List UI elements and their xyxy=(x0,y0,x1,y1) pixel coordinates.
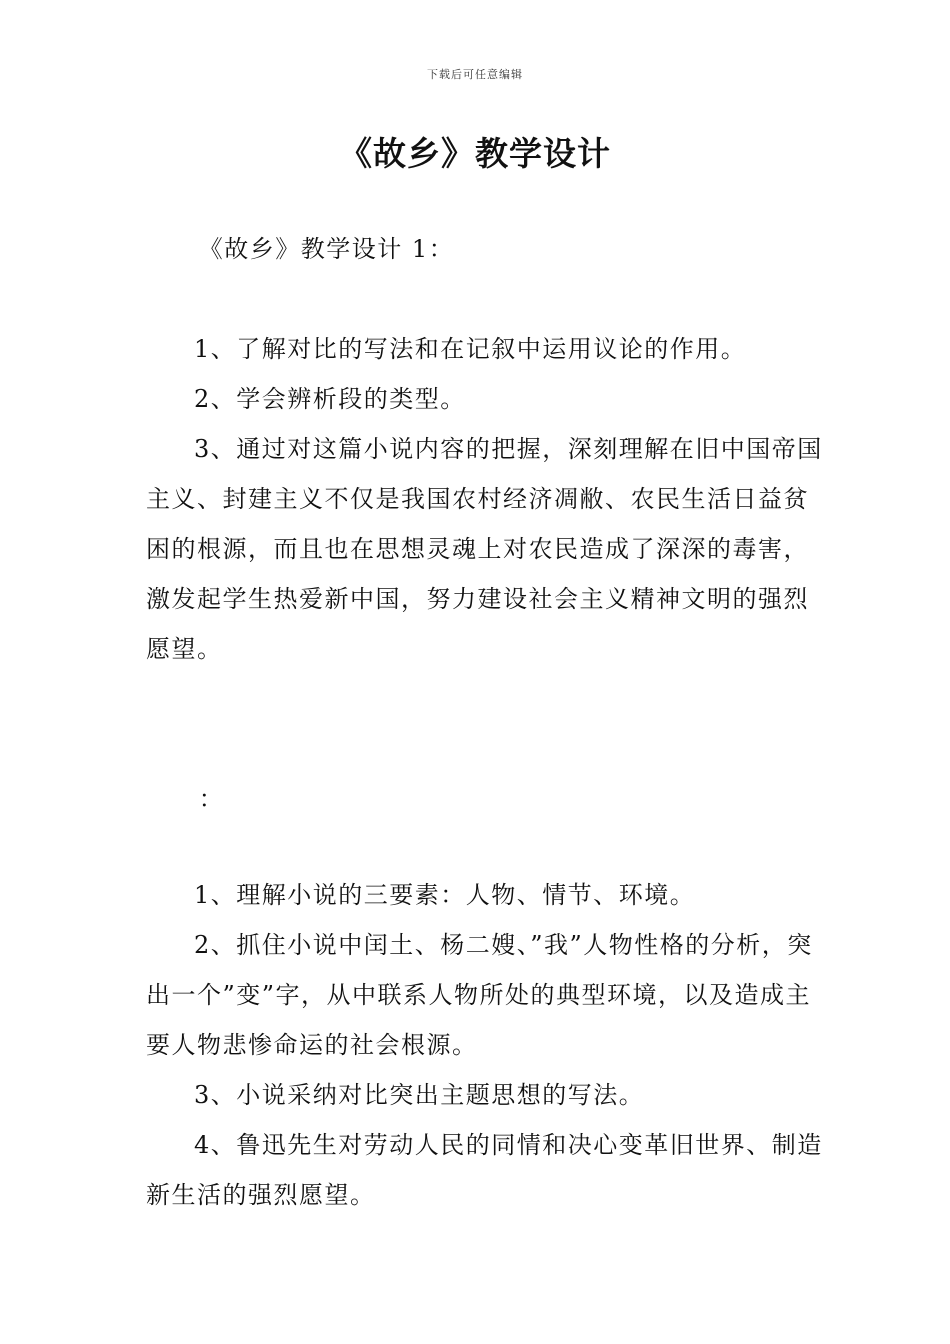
section1-heading: 《故乡》教学设计 1： xyxy=(198,235,455,263)
section2-item-2: 2、抓住小说中闰土、杨二嫂、”我”人物性格的分析，突出一个”变”字，从中联系人物所处的典型环境，以及造成主要人物悲惨命运的社会根源。 xyxy=(146,931,813,1059)
header-note: 下载后可任意编辑 xyxy=(427,68,523,81)
section2-item-4: 4、鲁迅先生对劳动人民的同情和决心变革旧世界、制造新生活的强烈愿望。 xyxy=(146,1131,823,1209)
section1-item-2: 2、学会辨析段的类型。 xyxy=(194,385,466,413)
section2-heading: ： xyxy=(198,785,225,813)
section2-body xyxy=(146,870,828,1220)
section1-item-3: 3、通过对这篇小说内容的把握，深刻理解在旧中国帝国主义、封建主义不仅是我国农村经济凋敝、农民生活日益贫困的根源，而且也在思想灵魂上对农民造成了深深的毒害，激发起学生热爱新中国，努力建设社会主义精神文明的强烈愿望。 xyxy=(146,435,823,663)
section1-body xyxy=(146,324,828,674)
section1-item-1: 1、了解对比的写法和在记叙中运用议论的作用。 xyxy=(194,335,747,363)
section2-item-3: 3、小说采纳对比突出主题思想的写法。 xyxy=(194,1081,645,1109)
section2-item-1: 1、理解小说的三要素：人物、情节、环境。 xyxy=(194,881,696,909)
document-title: 《故乡》教学设计 xyxy=(339,134,611,173)
